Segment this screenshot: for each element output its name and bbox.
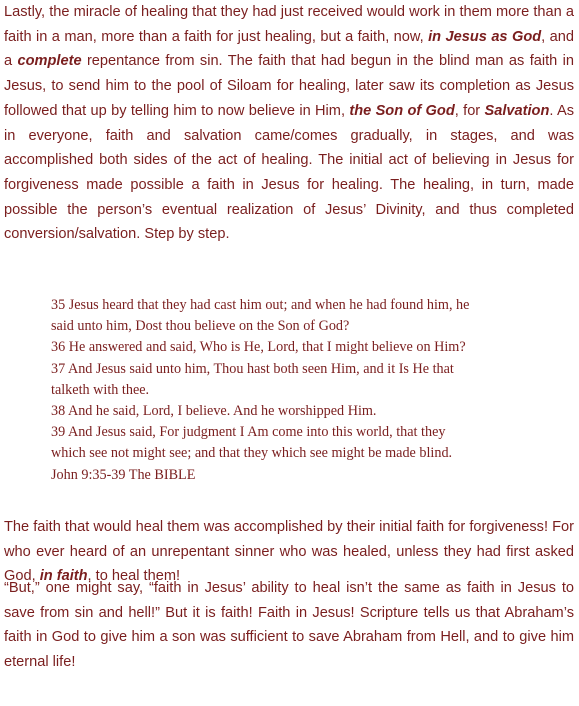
- verse-38: 38 And he said, Lord, I believe. And he worshipped Him.: [51, 403, 377, 420]
- emphasis-in-jesus-as-god: in Jesus as God: [428, 28, 542, 45]
- emphasis-complete: complete: [17, 53, 82, 70]
- emphasis-in-faith: in faith: [39, 568, 88, 585]
- verse-39-line-2: which see not might see; and that they which see might be made blind.: [51, 445, 453, 462]
- scripture-reference: John 9:35-39 The BIBLE: [51, 466, 196, 483]
- scripture-quote: [51, 295, 571, 486]
- verse-36: 36 He answered and said, Who is He, Lord, that I might believe on Him?: [51, 339, 466, 356]
- paragraph-abraham-faith: [4, 576, 574, 675]
- text-run: “But,” one might say, “faith in Jesus’ ability to heal isn’t the same as faith in Jesus to save from sin and hell!” But it is faith! Faith in Jesus! Scripture tells us that Abraham’s faith in God to give him a son was sufficient to save Abraham from Hell, and to give him eternal life!: [4, 580, 574, 671]
- text-run: The faith that would heal them was accomplished by their initial faith for forgiveness! For who ever heard of an unrepentant sinner who was healed, unless they had first asked God,: [4, 519, 574, 585]
- text-run: Lastly, the miracle of healing that they had just received would work in them more than a faith in a man, more than a faith for just healing, but a faith, now,: [4, 4, 574, 45]
- paragraph-healing-faith: [4, 0, 574, 247]
- text-run: , and a: [4, 28, 574, 70]
- verse-35-line-1: 35 Jesus heard that they had cast him out; and when he had found him, he: [51, 297, 470, 313]
- verse-39-line-1: 39 And Jesus said, For judgment I Am come into this world, that they: [51, 424, 446, 441]
- text-run: repentance from sin. The faith that had begun in the blind man as faith in Jesus, to send him to the pool of Siloam for healing, later saw its completion as Jesus followed that up by telling him to now believe in Him,: [4, 53, 575, 119]
- emphasis-salvation: Salvation: [484, 102, 550, 119]
- verse-37-line-1: 37 And Jesus said unto him, Thou hast both seen Him, and it Is He that: [51, 360, 454, 377]
- verse-37-line-2: talketh with thee.: [51, 381, 150, 398]
- text-run: , to heal them!: [87, 568, 181, 585]
- emphasis-son-of-god: the Son of God: [349, 102, 455, 119]
- verse-35-line-2: said unto him, Dost thou believe on the Son of God?: [51, 318, 350, 335]
- text-run: , for: [454, 102, 485, 119]
- text-run: . As in everyone, faith and salvation came/comes gradually, in stages, and was accomplished both sides of the act of healing. The initial act of believing in Jesus for forgiveness made possible a faith in Jesus for healing. The healing, in turn, made possible the person’s eventual realization of Jesus’ Divinity, and thus completed conversion/salvation. Step by step.: [4, 102, 574, 243]
